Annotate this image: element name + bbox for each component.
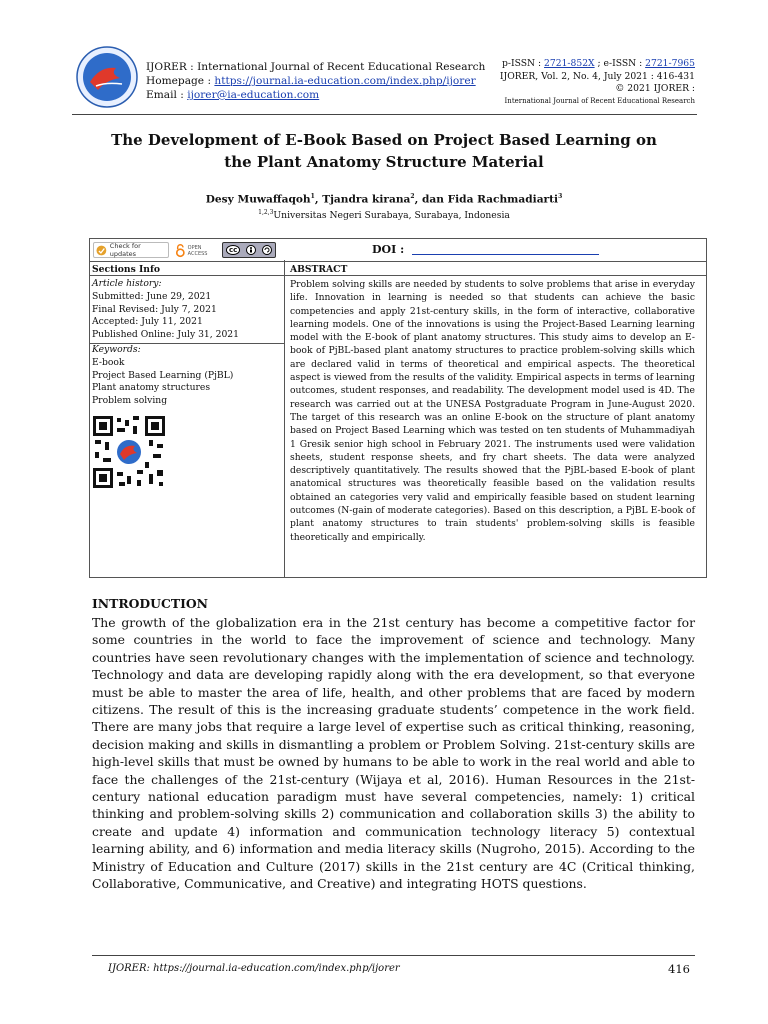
pissn-label: p-ISSN : (502, 58, 545, 69)
author-3: , dan Fida Rachmadiarti (414, 193, 559, 206)
abstract-text: Problem solving skills are needed by students to solve problems that arise in everyday life. Innovation in learning is needed so that students can achieve the basic competencies and apply 21st-century skills, in the form of interactive, collaborative learning models. One of the innovations is using the Project-Based Learning learning model with the E-book of plant anatomy structures. This study aims to develop an E-book of PjBL-based plant anatomy structures to practice problem-solving skills which are declared valid in terms of theoretical and empirical aspects. The theoretical aspect is viewed from the results of the validity. Empirical aspects in terms of learning outcomes, student responses, and readability. The development model used is 4D. The research was carried out at the UNESA Postgraduate Program in June-August 2020. The target of this research was an online E-book on the structure of plant anatomy based on Project Based Learning which was tested on ten students of Muhammadiyah 1 Gresik senior high school in February 2021. The instruments used were validation sheets, student response sheets, and fry chart sheets. The data were analyzed descriptively quantitatively. The results showed that the PjBL-based E-book of plant anatomical structures was theoretically feasible based on the validation results obtained an categories very valid and empirically feasible based on student learning outcomes (N-gain of moderate categories). Based on this description, a PjBL E-book of plant anatomy structures to train students' problem-solving skills is feasible theoretically and empirically. (290, 279, 695, 543)
doi-link[interactable] (412, 254, 599, 255)
journal-logo-icon (76, 46, 138, 108)
affiliation-text: Universitas Negeri Surabaya, Surabaya, Indonesia (273, 210, 510, 222)
badge-row-mask (283, 239, 293, 260)
journal-header-left (146, 60, 485, 102)
check-for-updates-label: Check for updates (109, 242, 141, 258)
homepage-label: Homepage : (146, 75, 215, 87)
journal-header-right (500, 58, 695, 106)
copyright: © 2021 IJORER : (615, 83, 695, 95)
affiliation (90, 209, 678, 221)
paper-title (90, 130, 678, 173)
introduction-text: The growth of the globalization era in the 21st century has become a competitive factor for some countries in the world to face the improvement of science and technology. Many countries have seen revolutionary changes with the implementation of science and technology. Technology and data are developing rapidly along with the era development, so that everyone must be able to master the area of life, health, and other problems that are faced by modern citizens. The result of this is the increasing graduate students’ competence in the work field. There are many jobs that require a large level of expertise such as critical thinking, reasoning, decision making and skills in dismantling a problem or Problem Solving. 21st-century skills are high-level skills that must be owned by humans to be able to work in the real world and able to face the challenges of the 21st-century (Wijaya et al, 2016). Human Resources in the 21st-century national education paradigm must have several competencies, namely: 1) critical thinking and problem-solving skills 2) communication and collaboration skills 3) the ability to create and update 4) information and communication technology literacy 5) contextual learning ability, and 6) information and media literacy skills (Nugroho, 2015). According to the Ministry of Education and Culture (2017) skills in the 21st century are 4C (Critical thinking, Collaborative, Communicative, and Creative) and integrating HOTS questions. (92, 615, 695, 892)
open-access-badge[interactable] (175, 243, 219, 258)
creative-commons-badge[interactable] (222, 242, 276, 258)
eissn-link[interactable]: 2721-7965 (645, 58, 695, 69)
title-line-1: The Development of E-Book Based on Project Based Learning on (111, 131, 657, 149)
submitted-date: Submitted: June 29, 2021 (92, 290, 212, 302)
revised-date: Final Revised: July 7, 2021 (92, 303, 217, 315)
email-label: Email : (146, 89, 188, 101)
keyword-item: Project Based Learning (PjBL) (92, 369, 234, 381)
article-info-column (92, 278, 282, 408)
accepted-date: Accepted: July 11, 2021 (92, 316, 203, 328)
open-access-lock-icon (175, 243, 186, 258)
info-box-row-divider-1 (90, 261, 706, 262)
open-access-label: OPEN ACCESS (187, 244, 208, 257)
homepage-link[interactable]: https://journal.ia-education.com/index.php/ijorer (214, 75, 476, 87)
keyword-item: E-book (92, 356, 125, 368)
affiliation-sup: 1,2,3 (258, 209, 274, 216)
info-box-column-divider (284, 239, 285, 577)
introduction-heading: INTRODUCTION (92, 596, 208, 611)
journal-full-name: : International Journal of Recent Educational Research (186, 61, 486, 73)
author-1: Desy Muwaffaqoh (205, 193, 311, 206)
pissn-link[interactable]: 2721-852X (544, 58, 595, 69)
title-line-2: the Plant Anatomy Structure Material (224, 152, 544, 171)
sections-info-heading: Sections Info (92, 264, 161, 275)
attribution-icon (246, 245, 256, 255)
qr-code-icon[interactable] (93, 416, 165, 488)
author-1-sup: 1 (310, 193, 315, 200)
doi-label: DOI : (372, 243, 405, 256)
author-3-sup: 3 (558, 193, 563, 200)
article-history-heading: Article history: (92, 278, 162, 289)
info-box-row-divider-2 (90, 275, 706, 276)
keywords-heading: Keywords: (92, 343, 141, 355)
eissn-label: ; e-ISSN : (594, 58, 646, 69)
author-2: , Tjandra kirana (314, 193, 411, 206)
header-divider (72, 114, 697, 115)
abstract-heading: ABSTRACT (290, 264, 348, 275)
volume-info: IJORER, Vol. 2, No. 4, July 2021 : 416-431 (499, 70, 695, 82)
keyword-item: Plant anatomy structures (92, 382, 211, 394)
share-alike-icon (262, 245, 272, 255)
email-link[interactable]: ijorer@ia-education.com (187, 89, 320, 101)
copyright-sub: International Journal of Recent Educational Research (504, 96, 695, 105)
cc-label: cc (226, 245, 240, 255)
page-number: 416 (668, 962, 690, 976)
authors (90, 193, 678, 206)
author-2-sup: 2 (410, 193, 415, 200)
footer-divider (92, 955, 695, 956)
check-for-updates-badge[interactable] (93, 242, 169, 258)
published-date: Published Online: July 31, 2021 (92, 329, 239, 341)
keyword-item: Problem solving (92, 395, 168, 407)
journal-abbr: IJORER (146, 61, 187, 73)
footer-journal-url: IJORER: https://journal.ia-education.com/index.php/ijorer (108, 963, 400, 974)
updates-icon (96, 245, 107, 256)
